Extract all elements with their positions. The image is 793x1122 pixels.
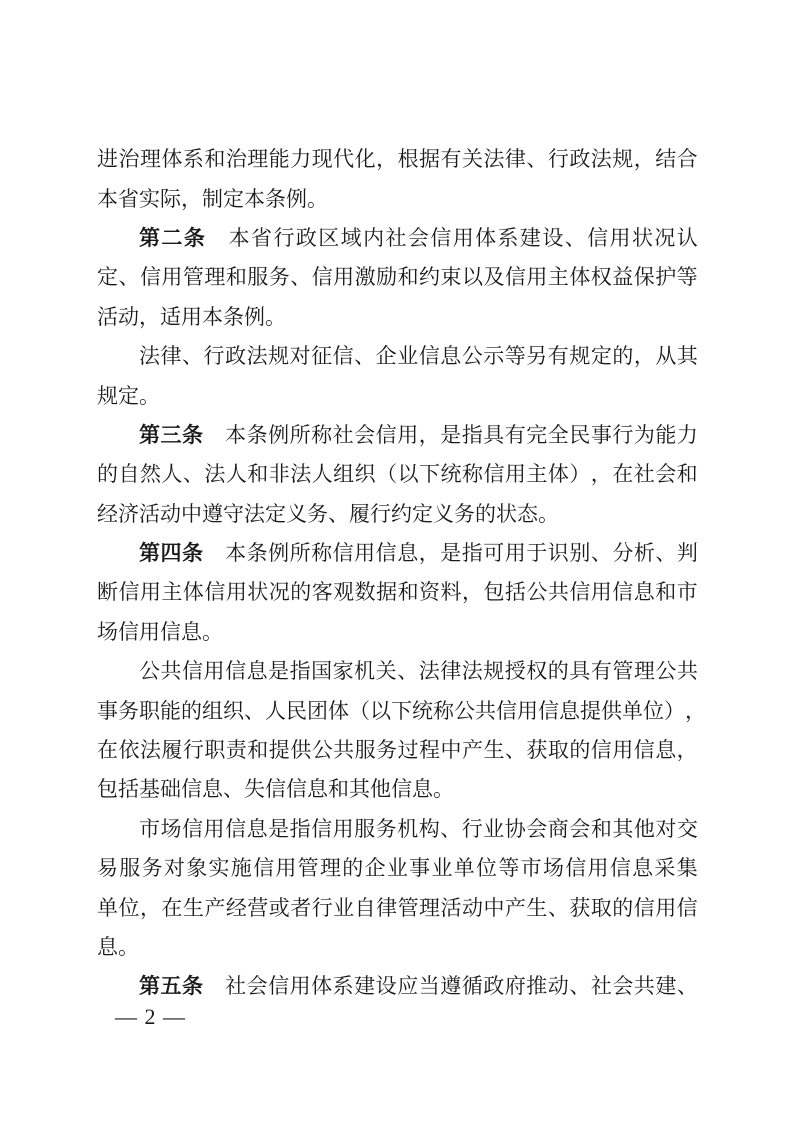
document-body <box>97 140 706 1007</box>
text-line: 易 服 务 对 象 实 施 信 用 管 理 的 企 业 事 业 单 位 等 市 场 信 用 信 息 采 集 <box>97 856 698 881</box>
text-line: 法 律 、 行 政 法 规 对 征 信 、 企 业 信 息 公 示 等 另 有 规 定 的 ， 从 其 <box>139 344 698 369</box>
text-line: 场 信 用 信 息 。 <box>97 619 223 644</box>
text-line: 公 共 信 用 信 息 是 指 国 家 机 关 、 法 律 法 规 授 权 的 具 有 管 理 公 共 <box>139 659 698 684</box>
text-line: 本 省 实 际 ， 制 定 本 条 例 。 <box>97 186 328 211</box>
text-line: 第 四 条 本 条 例 所 称 信 用 信 息 ， 是 指 可 用 于 识 别 、 分 析 、 判 <box>139 541 698 566</box>
page-number: — 2 — <box>115 1004 186 1029</box>
text-line: 第 五 条 社 会 信 用 体 系 建 设 应 当 遵 循 政 府 推 动 、 社 会 共 建 、 <box>139 974 698 999</box>
text-line: 息 。 <box>97 935 139 959</box>
text-line: 活 动 ， 适 用 本 条 例 。 <box>97 304 286 329</box>
text-line: 市 场 信 用 信 息 是 指 信 用 服 务 机 构 、 行 业 协 会 商 会 和 其 他 对 交 <box>139 816 698 841</box>
text-line: 第 三 条 本 条 例 所 称 社 会 信 用 ， 是 指 具 有 完 全 民 事 行 为 能 力 <box>139 422 698 447</box>
text-line: 第 二 条 本 省 行 政 区 域 内 社 会 信 用 体 系 建 设 、 信 用 状 况 认 <box>139 225 698 250</box>
text-line: 包 括 基 础 信 息 、 失 信 信 息 和 其 他 信 息 。 <box>97 777 454 802</box>
text-line: 的 自 然 人 、 法 人 和 非 法 人 组 织 （ 以 下 统 称 信 用 主 体 ） ， 在 社 会 和 <box>97 462 698 487</box>
text-line: 单 位 ， 在 生 产 经 营 或 者 行 业 自 律 管 理 活 动 中 产 生 、 获 取 的 信 用 信 <box>97 895 698 920</box>
text-line: 在 依 法 履 行 职 责 和 提 供 公 共 服 务 过 程 中 产 生 、 获 取 的 信 用 信 息 ， <box>97 738 698 763</box>
text-line: 断 信 用 主 体 信 用 状 况 的 客 观 数 据 和 资 料 ， 包 括 公 共 信 用 信 息 和 市 <box>97 580 698 605</box>
text-line: 经 济 活 动 中 遵 守 法 定 义 务 、 履 行 约 定 义 务 的 状 态 。 <box>97 501 559 526</box>
text-line: 事 务 职 能 的 组 织 、 人 民 团 体 （ 以 下 统 称 公 共 信 用 信 息 提 供 单 位 ） ， <box>97 698 706 723</box>
text-line: 定 、 信 用 管 理 和 服 务 、 信 用 激 励 和 约 束 以 及 信 用 主 体 权 益 保 护 等 <box>97 265 698 290</box>
text-line: 规 定 。 <box>97 383 160 408</box>
text-line: 进 治 理 体 系 和 治 理 能 力 现 代 化 ， 根 据 有 关 法 律 、 行 政 法 规 ， 结 合 <box>97 147 698 172</box>
